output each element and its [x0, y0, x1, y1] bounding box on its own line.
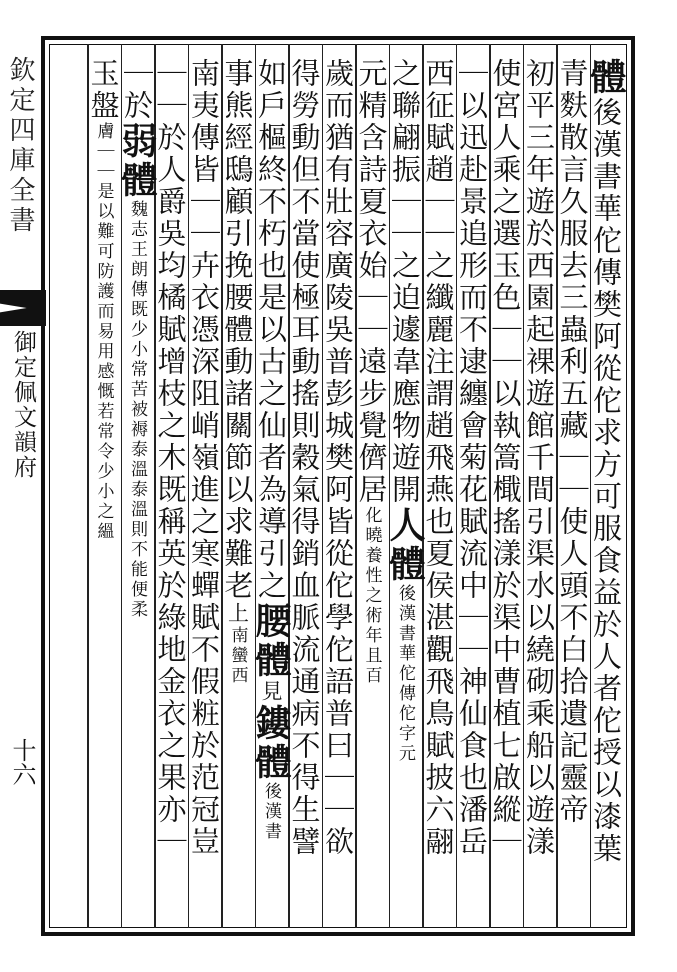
main-text: 南夷傳皆｜｜卉衣憑深阻峭嶺進之寒蟬賦不假粧於范冠豈 [187, 58, 221, 858]
main-text: ｜｜於人爵吳均橘賦增枝之木既稱英於綠地金衣之果亦｜ [153, 58, 188, 858]
headword: 腰 [250, 602, 292, 641]
main-text: 西征賦趙｜｜之纖麗注謂趙飛燕也夏侯湛觀飛鳥賦披六翮 [421, 58, 456, 858]
main-text: 青麩散言久服去三蟲利五藏｜｜使人頭不白拾遺記靈帝 [555, 58, 590, 826]
main-text: ｜於 [120, 58, 154, 122]
headword: 人 [384, 506, 426, 545]
headword: 體 [384, 545, 426, 584]
main-text: 如戶樞終不朽也是以古之仙者為導引之 [254, 58, 288, 602]
commentary-text: 後漢書 [261, 782, 281, 842]
headword: 鏤 [250, 704, 292, 743]
commentary-text: 後漢書華佗傳佗字元 [395, 584, 415, 764]
main-text: ｜以迅赴景追形而不逮纏會菊花賦流中｜｜神仙食也潘岳 [455, 58, 489, 858]
page-number: 十六 [8, 738, 36, 786]
main-text: 初平三年遊於西園起裸遊館千間引渠水以繞砌乘船以遊漾 [522, 58, 556, 858]
headword: 弱 [116, 122, 158, 161]
main-text: 事熊經鴟顧引挽腰體動諸關節以求難老 [220, 58, 255, 602]
main-text: 玉盤 [86, 58, 121, 122]
commentary-text: 膚｜｜是以難可防護而易用感慨若常令少小之縕 [93, 122, 114, 542]
main-text: 使宮人乘之選玉色｜｜以執篙檝搖漾於渠中曹植七啟縱｜ [488, 58, 523, 858]
main-text: 歲而猶有壯容廣陵吳普彭城樊阿皆從佗學佗語普曰｜｜欲 [321, 58, 355, 858]
main-text: 後漢書華佗傳樊阿從佗求方可服食益於人者佗授以漆葉 [589, 97, 623, 865]
main-text: 得勞動但不當使極耳動搖則穀氣得銷血脈流通病不得生譬 [287, 58, 322, 858]
commentary-text: 魏志王朗傳既少小常苦被褥泰溫泰溫則不能便柔 [127, 200, 147, 620]
book-title: 御定佩文韻府 [10, 330, 36, 480]
headword: 體 [250, 641, 292, 680]
headword: 體 [585, 58, 627, 97]
headword: 體 [116, 161, 158, 200]
commentary-text: 上 [225, 602, 250, 626]
headword: 體 [250, 743, 292, 782]
commentary-text: 南蠻西 [227, 626, 248, 686]
commentary-text: 見 [259, 680, 283, 704]
main-text: 元精含詩夏衣始｜｜遠步覺儕居 [354, 58, 389, 506]
main-text: 之聯翩振｜｜之迫遽韋應物遊開 [388, 58, 422, 506]
margin-header: 欽定四庫全書 [5, 56, 35, 236]
text-column [84, 58, 124, 918]
commentary-text: 化曉養性之術年且百 [361, 506, 382, 686]
